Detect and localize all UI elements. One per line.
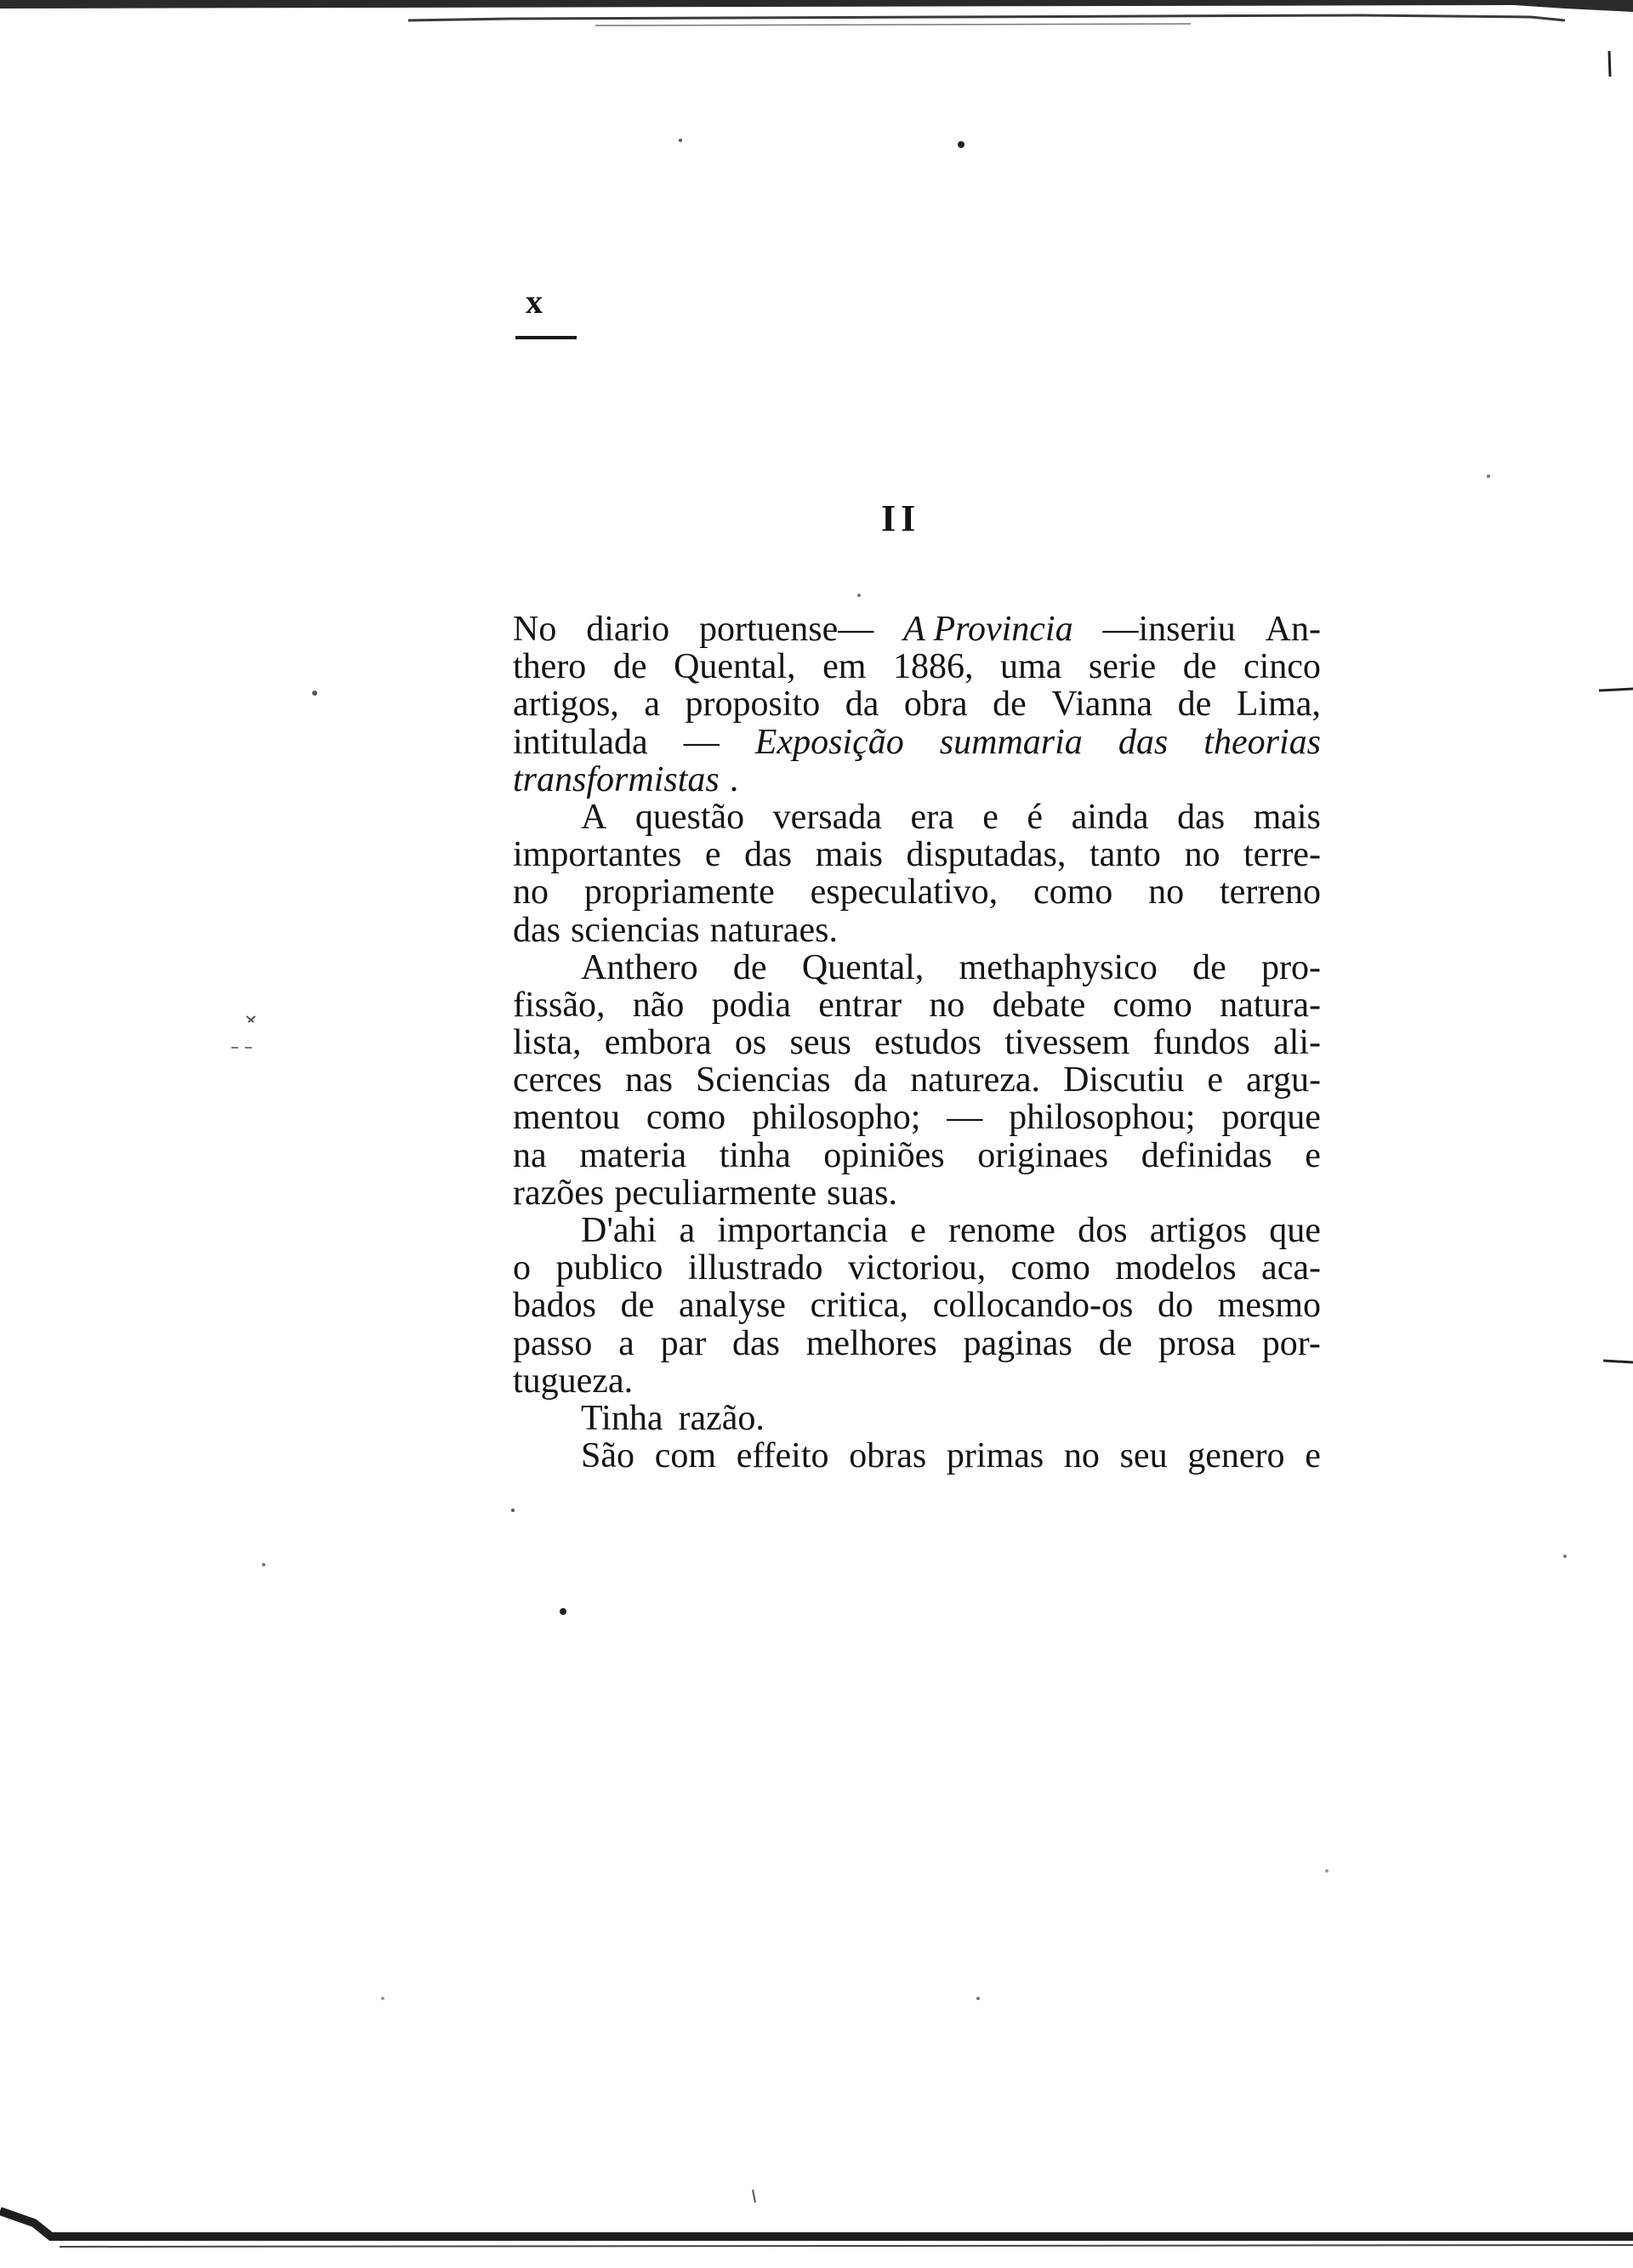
text-line: [513, 873, 1321, 911]
word: paginas: [963, 1323, 1073, 1363]
word: obra: [903, 685, 968, 725]
word: mais: [1253, 797, 1321, 837]
word: da: [853, 1060, 888, 1100]
word: no: [1184, 835, 1220, 875]
word: .: [729, 759, 739, 799]
word: da: [845, 685, 879, 725]
word: e: [1305, 1135, 1321, 1175]
word: especulativo,: [810, 873, 999, 912]
word: a: [618, 1323, 634, 1363]
word: importantes: [513, 835, 682, 875]
word: e: [704, 835, 721, 875]
word: thero: [513, 647, 587, 687]
word: tinha: [719, 1135, 791, 1175]
word: par: [660, 1323, 707, 1363]
word: opiniões: [823, 1135, 945, 1175]
word: porque: [1221, 1098, 1321, 1138]
text-line: [513, 986, 1321, 1024]
word: de: [993, 685, 1027, 725]
word: de: [620, 1286, 655, 1326]
word: transformistas: [513, 759, 720, 799]
word: razões: [513, 1173, 605, 1213]
text-line: [513, 799, 1321, 836]
word: como: [1112, 985, 1192, 1025]
word: podia: [711, 985, 791, 1025]
word: dos: [1078, 1211, 1128, 1250]
word: fundos: [1152, 1023, 1250, 1063]
word: natureza.: [910, 1060, 1041, 1100]
word: argu-: [1246, 1060, 1321, 1100]
word: materia: [579, 1135, 687, 1175]
word: intitulada: [513, 722, 648, 762]
word: analyse: [679, 1286, 786, 1326]
word: não: [632, 985, 685, 1025]
text-line: [513, 724, 1321, 761]
word: Exposição: [754, 722, 904, 762]
text-line: [513, 1249, 1321, 1287]
word: e: [910, 1211, 926, 1250]
word: terreno: [1220, 873, 1321, 912]
word: Sciencias: [695, 1060, 831, 1100]
word: era: [910, 797, 954, 837]
word: No: [513, 610, 557, 649]
text-line: [513, 1024, 1321, 1061]
word: D'ahi: [581, 1211, 657, 1250]
word: passo: [513, 1323, 593, 1363]
word: tanto: [1089, 835, 1161, 875]
word: A: [581, 797, 607, 837]
word: —: [683, 722, 720, 762]
word: fissão,: [513, 985, 606, 1025]
word: theorias: [1203, 722, 1321, 762]
word: das: [731, 1323, 780, 1363]
word: 1886,: [892, 647, 974, 687]
word: entrar: [818, 985, 902, 1025]
word: melhores: [805, 1323, 937, 1363]
word: seu: [1119, 1436, 1168, 1476]
word: no: [1148, 873, 1185, 912]
word: questão: [634, 797, 745, 837]
word: mais: [815, 835, 883, 875]
word: serie: [1088, 647, 1157, 687]
word: methaphysico: [959, 947, 1158, 987]
word: primas: [946, 1436, 1044, 1476]
word: nas: [624, 1060, 673, 1100]
word: como: [646, 1098, 726, 1138]
word: Tinha: [581, 1398, 663, 1438]
body-text: [513, 611, 1321, 1475]
text-line: [513, 648, 1321, 685]
word: embora: [604, 1023, 712, 1063]
word: ainda: [1071, 797, 1149, 837]
word: suas.: [827, 1173, 897, 1213]
word: das: [744, 835, 793, 875]
word: que: [1269, 1211, 1321, 1250]
word: a: [679, 1211, 696, 1250]
word: —inseriu: [1102, 610, 1236, 649]
word: modelos: [1115, 1248, 1237, 1288]
scan-top-edge: [0, 0, 1633, 34]
text-line: [513, 685, 1321, 723]
word: pro-: [1261, 947, 1321, 987]
word: os: [734, 1023, 767, 1063]
word: victoriou,: [847, 1248, 987, 1288]
word: renome: [948, 1211, 1055, 1250]
word: seus: [789, 1023, 851, 1063]
word: illustrado: [687, 1248, 823, 1288]
word: no: [929, 985, 965, 1025]
word: e: [1305, 1436, 1321, 1476]
word: sciencias: [571, 910, 700, 950]
word: naturaes.: [709, 910, 839, 950]
word: na: [513, 1135, 547, 1175]
word: genero: [1187, 1436, 1285, 1476]
word: propriamente: [583, 873, 775, 912]
word: das: [513, 910, 560, 950]
word: cinco: [1243, 647, 1321, 687]
word: philosophou;: [1009, 1098, 1196, 1138]
word: diario: [586, 610, 670, 649]
word: como: [1033, 873, 1113, 912]
text-line: [513, 1325, 1321, 1362]
page-number-rule: [515, 336, 577, 339]
scan-bottom-edge: [0, 2194, 1633, 2268]
word: originaes: [977, 1135, 1109, 1175]
word: mesmo: [1217, 1286, 1321, 1326]
word: —: [947, 1098, 983, 1138]
word: Quental,: [674, 647, 796, 687]
text-line: [513, 912, 1321, 949]
word: razão.: [678, 1398, 765, 1438]
word: Discutiu: [1063, 1060, 1185, 1100]
word: mentou: [513, 1098, 620, 1138]
word: com: [654, 1436, 716, 1476]
word: collocando-os: [932, 1286, 1134, 1326]
word: e: [1207, 1060, 1224, 1100]
word: artigos,: [513, 685, 619, 725]
word: artigos: [1149, 1211, 1248, 1250]
word: Anthero: [581, 947, 698, 987]
word: lista,: [513, 1023, 582, 1063]
word: como: [1010, 1248, 1090, 1288]
word: a: [644, 685, 660, 725]
text-line: [513, 611, 1321, 648]
text-line: [513, 1362, 1321, 1400]
word: peculiarmente: [614, 1173, 817, 1213]
word: das: [1177, 797, 1226, 837]
text-line: [513, 1099, 1321, 1136]
word: das: [1118, 722, 1169, 762]
word: An-: [1265, 610, 1321, 649]
word: por-: [1261, 1323, 1321, 1363]
word: Vianna: [1051, 685, 1153, 725]
word: terre-: [1243, 835, 1321, 875]
text-line: [513, 1437, 1321, 1475]
word: e: [982, 797, 999, 837]
text-line: [513, 1212, 1321, 1249]
text-line: [513, 836, 1321, 873]
word: summaria: [939, 722, 1083, 762]
word: versada: [772, 797, 882, 837]
word: de: [1192, 947, 1226, 987]
word: no: [513, 873, 549, 912]
word: ali-: [1273, 1023, 1321, 1063]
word: o: [513, 1248, 531, 1288]
word: do: [1157, 1286, 1193, 1326]
word: cerces: [513, 1060, 602, 1100]
word: de: [732, 947, 767, 987]
word: publico: [555, 1248, 663, 1288]
word: Lima,: [1236, 685, 1321, 725]
word: debate: [992, 985, 1086, 1025]
word: importancia: [717, 1211, 888, 1250]
text-line: [513, 1137, 1321, 1174]
text-line: [513, 949, 1321, 986]
word: philosopho;: [752, 1098, 921, 1138]
word: proposito: [685, 685, 821, 725]
word: obras: [849, 1436, 927, 1476]
word: effeito: [736, 1436, 829, 1476]
section-heading: II: [881, 497, 921, 539]
word: prosa: [1158, 1323, 1236, 1363]
word: uma: [1000, 647, 1062, 687]
word: critica,: [810, 1286, 909, 1326]
word: de: [612, 647, 647, 687]
word: Quental,: [801, 947, 925, 987]
word: de: [1177, 685, 1212, 725]
text-line: [513, 1400, 1321, 1437]
word: estudos: [874, 1023, 982, 1063]
word: aca-: [1261, 1248, 1321, 1288]
word: São: [581, 1436, 634, 1476]
word: disputadas,: [906, 835, 1067, 875]
page-number: x: [526, 282, 543, 321]
text-line: [513, 1174, 1321, 1212]
word: A Provincia: [903, 610, 1073, 649]
text-line: [513, 1061, 1321, 1099]
word: tivessem: [1004, 1023, 1130, 1063]
text-line: [513, 1287, 1321, 1324]
word: de: [1098, 1323, 1133, 1363]
word: é: [1027, 797, 1044, 837]
word: natura-: [1220, 985, 1321, 1025]
word: bados: [513, 1286, 596, 1326]
text-line: [513, 761, 1321, 799]
word: definidas: [1141, 1135, 1272, 1175]
word: no: [1063, 1436, 1100, 1476]
word: de: [1182, 647, 1217, 687]
word: portuense—: [699, 610, 874, 649]
word: tugueza.: [513, 1361, 634, 1401]
word: em: [822, 647, 867, 687]
